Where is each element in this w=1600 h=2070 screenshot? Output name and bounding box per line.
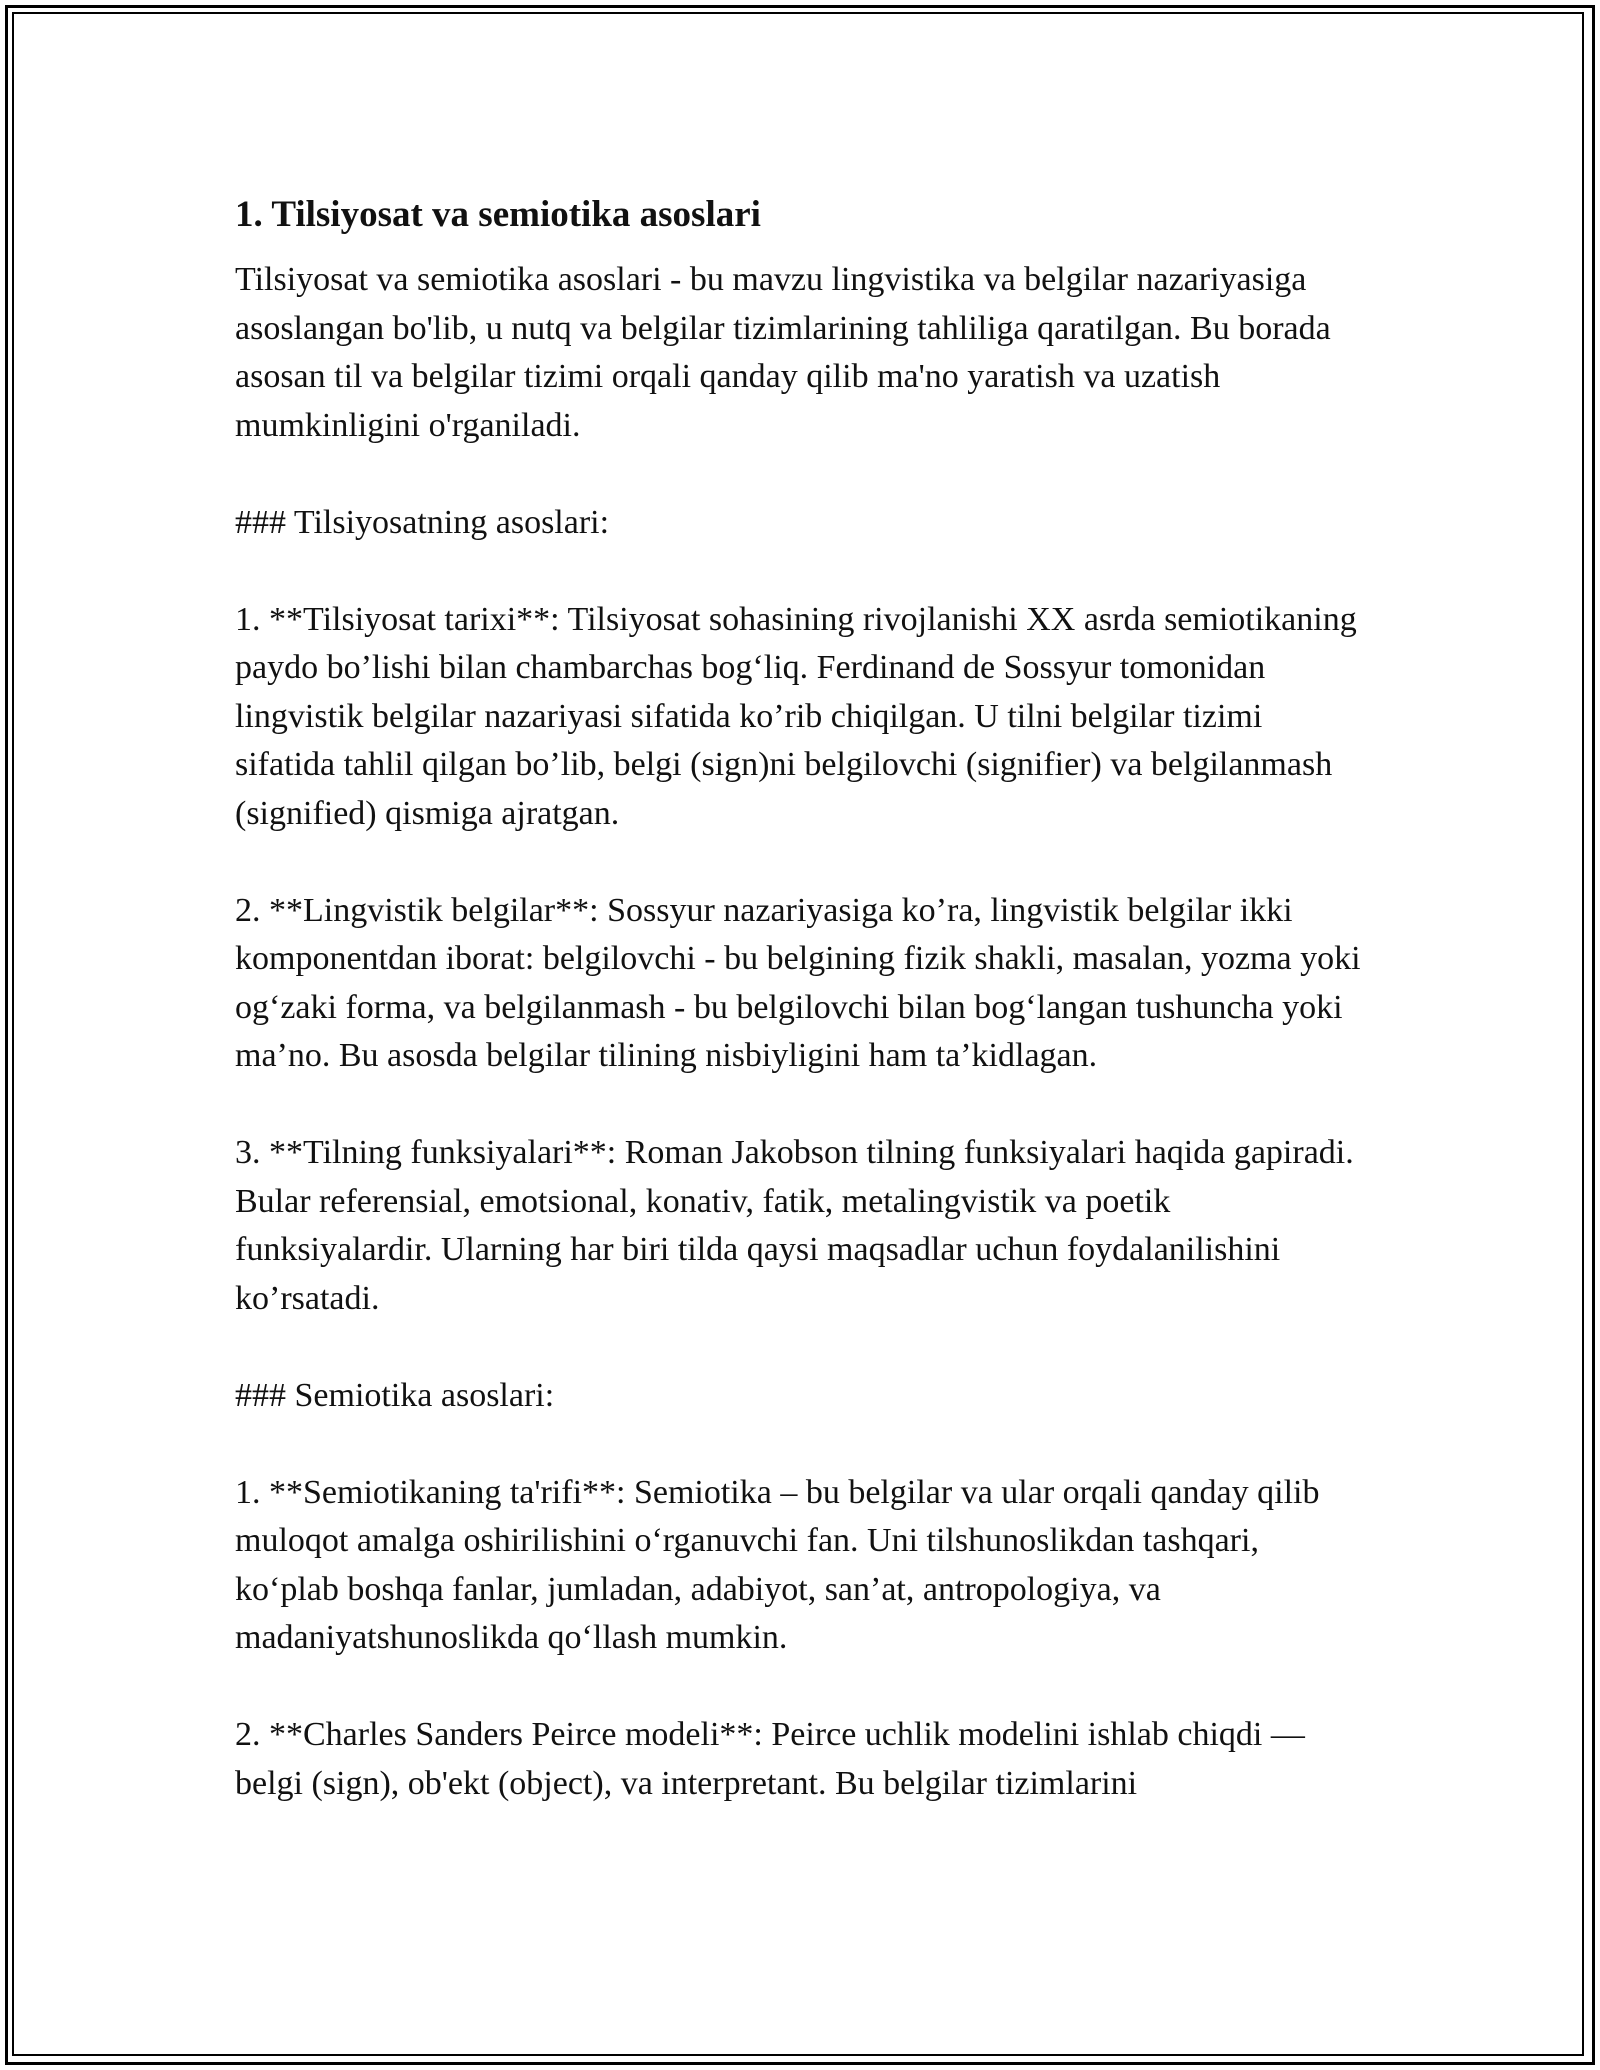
document-page <box>235 185 1365 1808</box>
section-heading-semiotika: ### Semiotika asoslari: <box>235 1376 555 1414</box>
list-item-peirce-modeli: 2. **Charles Sanders Peirce modeli**: Peirce uchlik modelini ishlab chiqdi — belgi (sign), ob'ekt (object), va interpretant. Bu belgilar tizimlarini <box>235 1716 1305 1802</box>
section-heading-tilsiyosat: ### Tilsiyosatning asoslari: <box>235 503 610 541</box>
list-item-semiotikaning-tarifi: 1. **Semiotikaning ta'rifi**: Semiotika – bu belgilar va ular orqali qanday qilib muloqot amalga oshirilishini o‘rganuvchi fan. Uni tilshunoslikdan tashqari, ko‘plab boshqa fanlar, jumladan, adabiyot, san’at, antropologiya, va madaniyatshunoslikda qo‘llash mumkin. <box>235 1473 1320 1656</box>
list-item-tilsiyosat-tarixi: 1. **Tilsiyosat tarixi**: Tilsiyosat sohasining rivojlanishi XX asrda semiotikaning paydo bo’lishi bilan chambarchas bog‘liq. Ferdinand de Sossyur tomonidan lingvistik belgilar nazariyasi sifatida ko’rib chiqilgan. U tilni belgilar tizimi sifatida tahlil qilgan bo’lib, belgi (sign)ni belgilovchi (signifier) va belgilanmash (signified) qismiga ajratgan. <box>235 600 1357 832</box>
list-item-tilning-funksiyalari: 3. **Tilning funksiyalari**: Roman Jakobson tilning funksiyalari haqida gapiradi. Bular referensial, emotsional, konativ, fatik, metalingvistik va poetik funksiyalardir. Ularning har biri tilda qaysi maqsadlar uchun foydalanilishini ko’rsatadi. <box>235 1134 1354 1317</box>
document-title: 1. Tilsiyosat va semiotika asoslari <box>235 194 761 235</box>
intro-paragraph: Tilsiyosat va semiotika asoslari - bu mavzu lingvistika va belgilar nazariyasiga asoslangan bo'lib, u nutq va belgilar tizimlarining tahliliga qaratilgan. Bu borada asosan til va belgilar tizimi orqali qanday qilib ma'no yaratish va uzatish mumkinligini o'rganiladi. <box>235 261 1331 444</box>
list-item-lingvistik-belgilar: 2. **Lingvistik belgilar**: Sossyur nazariyasiga ko’ra, lingvistik belgilar ikki komponentdan iborat: belgilovchi - bu belgining fizik shakli, masalan, yozma yoki og‘zaki forma, va belgilanmash - bu belgilovchi bilan bog‘langan tushuncha yoki ma’no. Bu asosda belgilar tilining nisbiyligini ham ta’kidlagan. <box>235 891 1361 1074</box>
